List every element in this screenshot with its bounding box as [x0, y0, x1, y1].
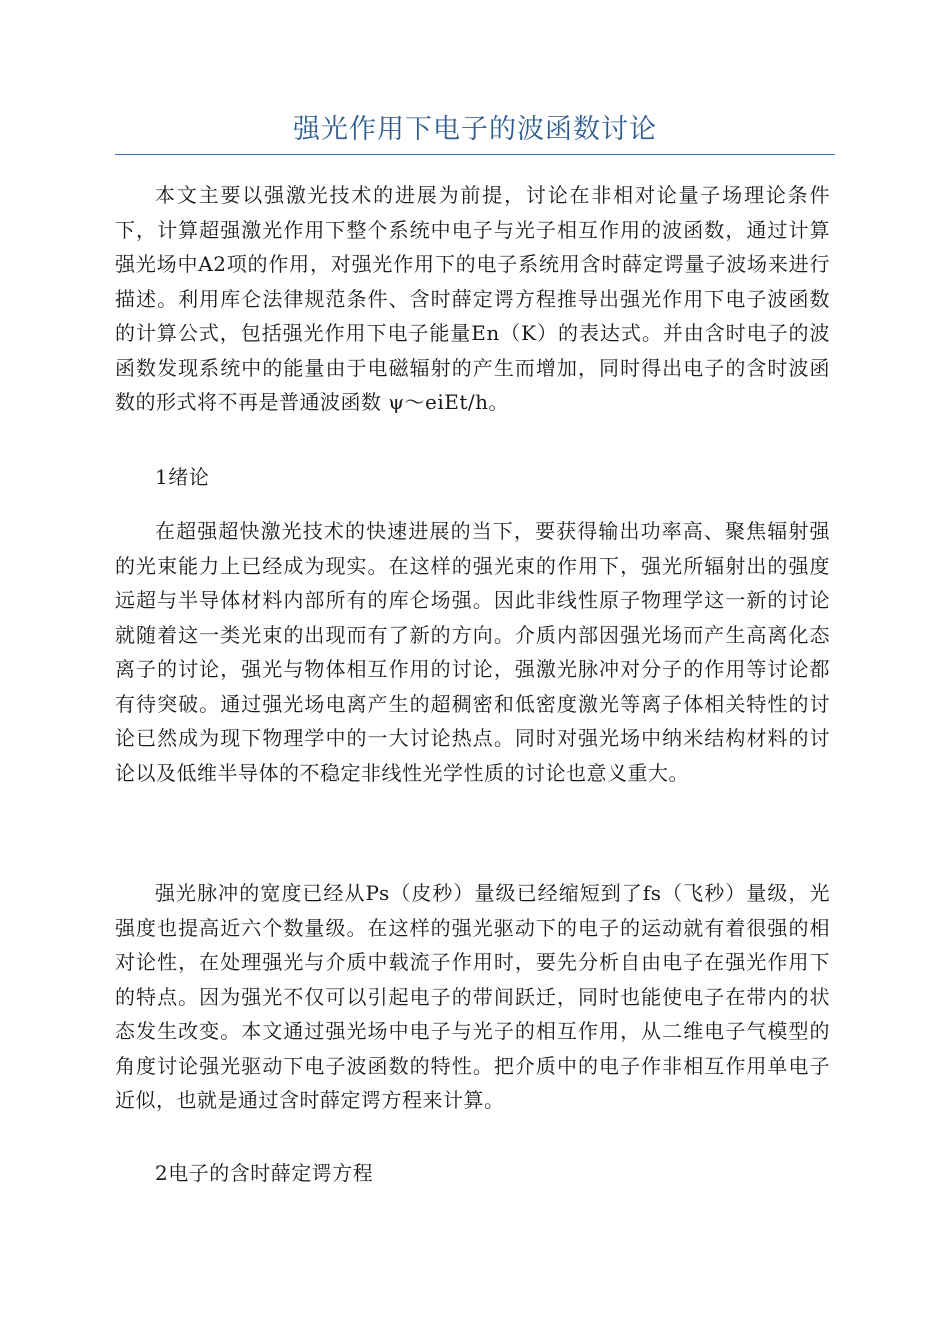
page-title: 强光作用下电子的波函数讨论	[293, 114, 657, 145]
title-underline	[115, 154, 835, 155]
section-heading-introduction: 1绪论	[155, 465, 210, 489]
introduction-paragraph-2: 强光脉冲的宽度已经从Ps（皮秒）量级已经缩短到了fs（飞秒）量级，光强度也提高近六个数量级。在这样的强光驱动下的电子的运动就有着很强的相对论性，在处理强光与介质中载流子作用时，要先分析自由电子在强光作用下的特点。因为强光不仅可以引起电子的带间跃迁，同时也能使电子在带内的状态发生改变。本文通过强光场中电子与光子的相互作用，从二维电子气模型的角度讨论强光驱动下电子波函数的特性。把介质中的电子作非相互作用单电子近似，也就是通过含时薛定谔方程来计算。	[115, 881, 830, 1112]
abstract-paragraph: 本文主要以强激光技术的进展为前提，讨论在非相对论量子场理论条件下，计算超强激光作用下整个系统中电子与光子相互作用的波函数，通过计算强光场中A2项的作用，对强光作用下的电子系统用含时薛定谔量子波场来进行描述。利用库仑法律规范条件、含时薛定谔方程推导出强光作用下电子波函数的计算公式，包括强光作用下电子能量En（K）的表达式。并由含时电子的波函数发现系统中的能量由于电磁辐射的产生而增加，同时得出电子的含时波函数的形式将不再是普通波函数 ψ～eiEt/h。	[115, 183, 830, 414]
introduction-paragraph-1: 在超强超快激光技术的快速进展的当下，要获得输出功率高、聚焦辐射强的光束能力上已经成为现实。在这样的强光束的作用下，强光所辐射出的强度远超与半导体材料内部所有的库仑场强。因此非线性原子物理学这一新的讨论就随着这一类光束的出现而有了新的方向。介质内部因强光场而产生高离化态离子的讨论，强光与物体相互作用的讨论，强激光脉冲对分子的作用等讨论都有待突破。通过强光场电离产生的超稠密和低密度激光等离子体相关特性的讨论已然成为现下物理学中的一大讨论热点。同时对强光场中纳米结构材料的讨论以及低维半导体的不稳定非线性光学性质的讨论也意义重大。	[115, 519, 830, 785]
section-heading-schrodinger: 2电子的含时薛定谔方程	[155, 1161, 374, 1185]
